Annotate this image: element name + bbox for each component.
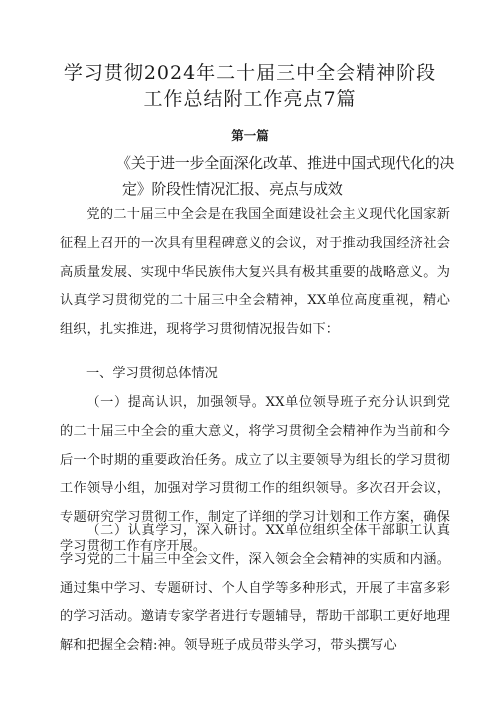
document-title-line-2: 工作总结附工作亮点7篇 xyxy=(143,88,357,110)
body-paragraph-2: （二）认真学习，深入研讨。XX单位组织全体干部职工认真学习党的二十届三中全会文件，深入领会全会精神的实质和内涵。通过集中学习、专题研讨、个人自学等多种形式，开展了丰富多彩的学习活动。邀请专家学者进行专题辅导，帮助干部职工更好地理解和把握全会精:神。领导班子成员带头学习，带头撰写心 xyxy=(60,523,450,654)
document-title-line-1: 学习贯彻2024年二十届三中全会精神阶段 xyxy=(63,62,437,84)
intro-paragraph: 党的二十届三中全会是在我国全面建设社会主义现代化国家新征程上召开的一次具有里程碑意义的会议，对于推动我国经济社会高质量发展、实现中华民族伟大复兴具有极其重要的战略意义。为认真学习贯彻党的二十届三中全会精神，XX单位高度重视，精心组织，扎实推进，现将学习贯彻情况报告如下： xyxy=(60,207,450,338)
subtitle-line-1: 《关于进一步全面深化改革、推进中国式现代化的决 xyxy=(116,154,455,172)
section-heading: 一、学习贯彻总体情况 xyxy=(86,366,218,381)
subtitle-line-2: 定》阶段性情况汇报、亮点与成效 xyxy=(122,180,343,198)
chapter-label: 第一篇 xyxy=(231,128,269,143)
body-paragraph-1: （一）提高认识，加强领导。XX单位领导班子充分认识到党的二十届三中全会的重大意义，将学习贯彻全会精神作为当前和今后一个时期的重要政治任务。成立了以主要领导为组长的学习贯彻工作领导小组，加强对学习贯彻工作的组织领导。多次召开会议，专题研究学习贯彻工作，制定了详细的学习计划和工作方案，确保学习贯彻工作有序开展。 xyxy=(60,395,450,554)
